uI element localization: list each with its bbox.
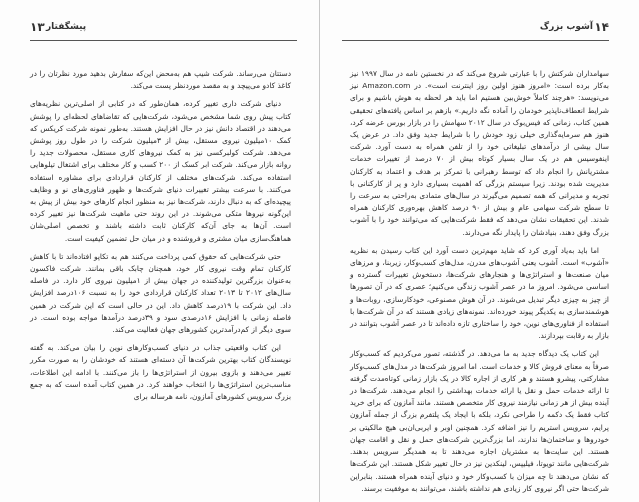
left-page-header	[30, 22, 297, 36]
page-number: ۱۳	[30, 20, 45, 34]
paragraph: دستتان می‌رساند. شرکت شیپ هم به‌محض این‌که سفارش بدهید مورد نظرتان را در کاغذ کادو می‌پیچد و به مقصد موردنظر پست می‌کند.	[30, 69, 291, 91]
left-page	[0, 0, 319, 502]
paragraph: اما باید به‌یاد آوری کرد که شاید مهم‌ترین دست آورد این کتاب رسیدن به نظریه «آشوب» است. آشوب یعنی آشوب‌های مدرن، مدل‌های کسب‌وکار، زیربنا، و مرزهای میان صنعت‌ها و استراتژی‌ها و هنجارهای شرکت‌ها، دستخوش تغییرات گسترده و اساسی می‌شود. امروز ما در عصر آشوب زندگی می‌کنیم؛ عصری که در آن تصورها از چیز به چیزی دیگر تبدیل می‌شوند. در آن هوش مصنوعی، خودکارسازی، روبات‌ها و هوشمندسازی به یکدیگر پیوند خورده‌اند. نمونه‌های زیادی هستند که در آن شرکت‌ها با استفاده از فناوری‌های نوین، خود را ساختاری تازه داده‌اند تا در عصر آشوب بتوانند در بازار به رقابت بپردازند.	[350, 245, 609, 341]
right-page-header	[342, 22, 609, 36]
paragraph: حتی شرکت‌هایی که حقوق کمی پرداخت می‌کنند هم به تکاپو افتاده‌اند تا با کاهش کارکنان تمام وقت نیروی کار خود، همچنان چابک باقی بمانند. شرکت فاکسون به‌عنوان بزرگترین تولیدکننده در جهان بیش از ۱میلیون نیروی کار دارد. در فاصله سال‌های ۲۰۱۲ تا ۲۰۱۳ تعداد کارکنان قراردادی خود را به نسبت ۱۰۶درصد افزایش داد. این شرکت با ۱۹درصد کاهش داد. این در حالی است که این شرکت در همین فاصله زمانی با افزایش ۱۶درصدی سود و ۳۹درصد درآمدها مواجه بوده است. در سوی دیگر از کم‌درآمدترین کشورهای جهان فعالیت می‌کند.	[30, 251, 291, 335]
header-rule	[342, 40, 609, 41]
paragraph: سهامداران شرکتش را با عبارتی شروع می‌کند که در نخستین نامه در سال ۱۹۹۷ نیز به‌کار برده است: «امروز هنوز اولین روز اینترنت است». در Amazon.com نیز می‌نویسد: «هرچند کاملاً خوش‌بین هستیم اما باید هر لحظه به هوش باشیم و برای شرایط انعطاف‌ناپذیر خودمان را آماده نگه داریم.» بازهم بر اساس یافته‌های تحقیقی همین کتاب، زمانی که فیس‌بوک در سال ۲۰۱۲ سهامش را در بازار بورس عرضه کرد، هنوز هم سرمایه‌گذاری خیلی زود خودش را با شرایط جدید وفق داد. در عرض یک سال بیشی از درآمدهای تبلیغاتی خود را از تلفن همراه به دست آورد. شرکت اینفوسیس هم در یک سال بسیار کوتاه بیش از ۷۰ درصد از تغییرات خدمات مشتریانش را انجام داد که توسط رهبرانی با تمرکز بر هدف و اعتماد به کارکنان مدیریت شده بودند. زیرا سیستم بزرگی که اهمیت بسیاری دارد و پر از کارکنانی با تجربه و مدیرانی که همه تصمیم می‌گیرند در سال‌های متمادی به‌راحتی به سرعت را تا سطح شرکت سهامی عام و بیش از ۹۰ درصد کاهش بهره‌وری کارکنان همراه شدند. این تحقیقات نشان می‌دهد که فقط شرکت‌هایی که می‌توانند خود را با آشوب بزرگ وفق دهند، بنیادشان را پایدار نگه می‌دارند.	[350, 69, 609, 237]
left-page-body	[30, 68, 291, 409]
running-head: آشوب بزرگ	[539, 22, 593, 32]
header-rule	[30, 40, 297, 41]
paragraph: این کتاب واقعیتی جذاب در دنیای کسب‌وکارهای نوین را بیان می‌کند. به گفته نویسندگان کتاب بهترین شرکت‌ها آن دسته‌ای هستند که خودشان را به صورت مکرر تغییر می‌دهند و بازوی بیرون از استراتژی‌ها را باز می‌کنند. با ادامه این اطلاعات، مناسب‌ترین استراتژی‌ها را انتخاب خواهند کرد. در همین کتاب آمده است که به جمع بزرگ سرویس کشورهای آمازون، نامه هرساله برای	[30, 343, 291, 402]
right-page-body	[350, 68, 609, 501]
right-page	[320, 0, 639, 502]
paragraph: این کتاب یک دیدگاه جدید به ما می‌دهد. در گذشته، تصور می‌کردیم که کسب‌وکار صرفاً به معنای فروش کالا و خدمات است. اما امروز شرکت‌ها در مدل‌های کسب‌وکار مشارکتی، پیشرو هستند و هر کاری از اجاره کالا در یک بازار زمانی کوتاه‌مدت گرفته تا ارائه خدمات حمل و نقل یا ارائه خدمات بهداشتی را انجام می‌دهند. شرکت‌ها در آینده بیش از هر زمانی نیازمند نیروی کار متخصص هستند. مانند آمازون که برای خرید کتاب فقط یک دکمه را طراحی نکرد، بلکه با ایجاد یک پلتفرم بزرگ از جمله آمازون پرایم، سرویس استریم را نیز اضافه کرد. همچنین اوبر و ایربی‌ان‌بی هیچ مالکیتی بر خودروها و ساختمان‌ها ندارند، اما بزرگ‌ترین شرکت‌های حمل و نقل و اقامت جهان هستند. این سایت‌ها به مشتریان اجازه می‌دهند تا به همدیگر سرویس بدهند. شرکت‌هایی مانند تویوتا، فیلیپس، لینکدین نیز در حال تغییر شکل هستند. این شرکت‌ها که نشان می‌دهند تا چه میزان با کسب‌وکار خود و دنیای آینده همراه هستند. بنابراین شرکت‌ها حتی اگر نیروی کار زیادی هم نداشته باشند، می‌توانند به موفقیت برسند.	[350, 349, 609, 493]
paragraph: دنیای شرکت داری تغییر کرده، همان‌طور که در کتابی از اصلی‌ترین نظریه‌های کتاب پیش روی شما مشخص می‌شود، شرکت‌هایی که تقاضاهای لحظه‌ای را پوشش می‌دهند در اقتصاد دانش نیز در حال افزایش هستند. به‌طور نمونه شرکت کریکس که کمک ۱۰میلیون نیروی مستقل، بیش از ۳میلیون شرکت را در طول روز پوشش می‌دهد. شرکت کولبرکسی نیز به کمک نیروهای کاری مستقل، محصولات جدید را روانه بازار می‌کند. شرکت ابر کسک از ۲۰۰ کسب و کار مختلف برای اشتغال تیلوهایی استفاده می‌کند. شرکت‌های مختلف از کارکنان قراردادی برای مشاوره استفاده می‌کنند. با سرعت بیشتر تغییرات دنیای شرکت‌ها و ظهور فناوری‌های نو و وظایف پیچیده‌ای که به دنبال دارند، شرکت‌ها نیز به منظور انجام کارهای خود بیش از پیش به این‌گونه نیروها متکی می‌شوند. در این روند حتی ماهیت شرکت‌ها نیز تغییر کرده است. آن‌ها به جای آن‌که کارکنان ثابت داشته باشند و تخصص اصلی‌شان هماهنگ‌سازی میان مشتری و فروشنده و در میان حل تضمین کیفیت است.	[30, 99, 291, 243]
page-number: ۱۴	[594, 20, 609, 34]
running-head: پیشگفتار	[46, 22, 87, 32]
